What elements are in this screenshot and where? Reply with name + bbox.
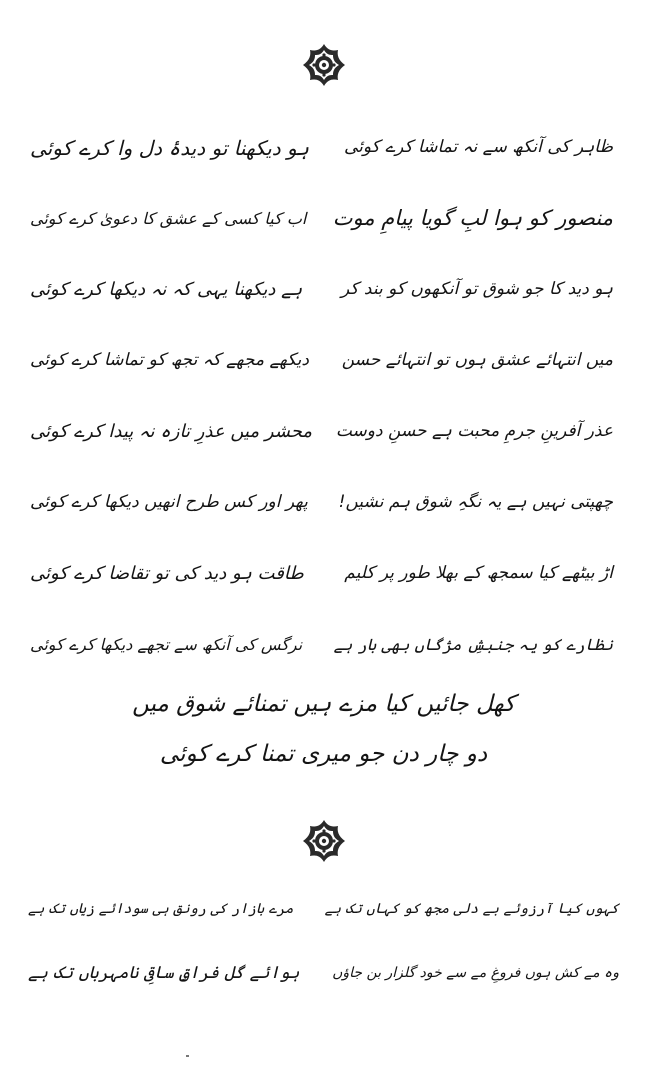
floral-ornament-icon xyxy=(301,818,347,864)
couplet-first-line: منصور کو ہوا لبِ گویا پیامِ موت xyxy=(332,205,613,230)
couplet xyxy=(0,396,647,467)
couplet-second-line: مرے بازار کی رونق ہی سودائے زیاں تک ہے xyxy=(28,900,294,917)
couplet xyxy=(0,254,647,325)
floral-ornament-icon xyxy=(301,42,347,88)
couplet xyxy=(0,941,647,1005)
couplet-second-line: محشر میں عذرِ تازہ نہ پیدا کرے کوئی xyxy=(30,420,313,442)
scan-speck xyxy=(186,1055,189,1057)
ghazal-one xyxy=(0,112,647,680)
couplet xyxy=(0,467,647,538)
couplet-first-line: ظاہر کی آنکھ سے نہ تماشا کرے کوئی xyxy=(344,137,613,158)
couplet-second-line: پھر اور کس طرح انھیں دیکھا کرے کوئی xyxy=(30,492,308,513)
couplet-first-line: چھپتی نہیں ہے یہ نگہِ شوق ہم نشیں! xyxy=(338,492,613,513)
maqta-first-line: کھل جائیں کیا مزے ہیں تمنائے شوق میں xyxy=(132,691,515,718)
couplet-second-line: ہے دیکھنا یہی کہ نہ دیکھا کرے کوئی xyxy=(30,278,303,300)
couplet xyxy=(0,877,647,941)
maqta-second-line: دو چار دن جو میری تمنا کرے کوئی xyxy=(159,741,488,768)
couplet xyxy=(0,609,647,680)
couplet-second-line: اب کیا کسی کے عشق کا دعویٰ کرے کوئی xyxy=(30,208,307,228)
couplet-second-line: ہوائے گل فراقِ ساقیِ نامہرباں تک ہے xyxy=(28,962,300,983)
couplet-second-line: نرگس کی آنکھ سے تجھے دیکھا کرے کوئی xyxy=(30,634,303,654)
couplet-second-line: طاقت ہو دید کی تو تقاضا کرے کوئی xyxy=(30,562,304,584)
couplet-first-line: میں انتہائے عشق ہوں تو انتہائے حسن xyxy=(341,350,613,371)
couplet xyxy=(0,183,647,254)
couplet-first-line: نظارے کو یہ جنبشِ مژگاں بھی بار ہے xyxy=(333,634,613,654)
couplet-first-line: ہو دید کا جو شوق تو آنکھوں کو بند کر xyxy=(341,279,613,300)
couplet xyxy=(0,538,647,609)
couplet-first-line: عذر آفرینِ جرمِ محبت ہے حسنِ دوست xyxy=(335,421,613,442)
couplet xyxy=(0,112,647,183)
couplet-first-line: اڑ بیٹھے کیا سمجھ کے بھلا طور پر کلیم xyxy=(344,563,613,584)
couplet-first-line: کہوں کیا آرزوئے بے دلی مجھ کو کہاں تک ہے xyxy=(324,900,619,917)
couplet-second-line: ہو دیکھنا تو دیدۂ دل وا کرے کوئی xyxy=(30,135,310,160)
maqta-couplet xyxy=(0,680,647,780)
couplet xyxy=(0,325,647,396)
ghazal-two xyxy=(0,877,647,1005)
couplet-second-line: دیکھے مجھے کہ تجھ کو تماشا کرے کوئی xyxy=(30,350,309,371)
couplet-first-line: وہ مے کش ہوں فروغِ مے سے خود گلزار بن جاؤں xyxy=(332,964,619,981)
